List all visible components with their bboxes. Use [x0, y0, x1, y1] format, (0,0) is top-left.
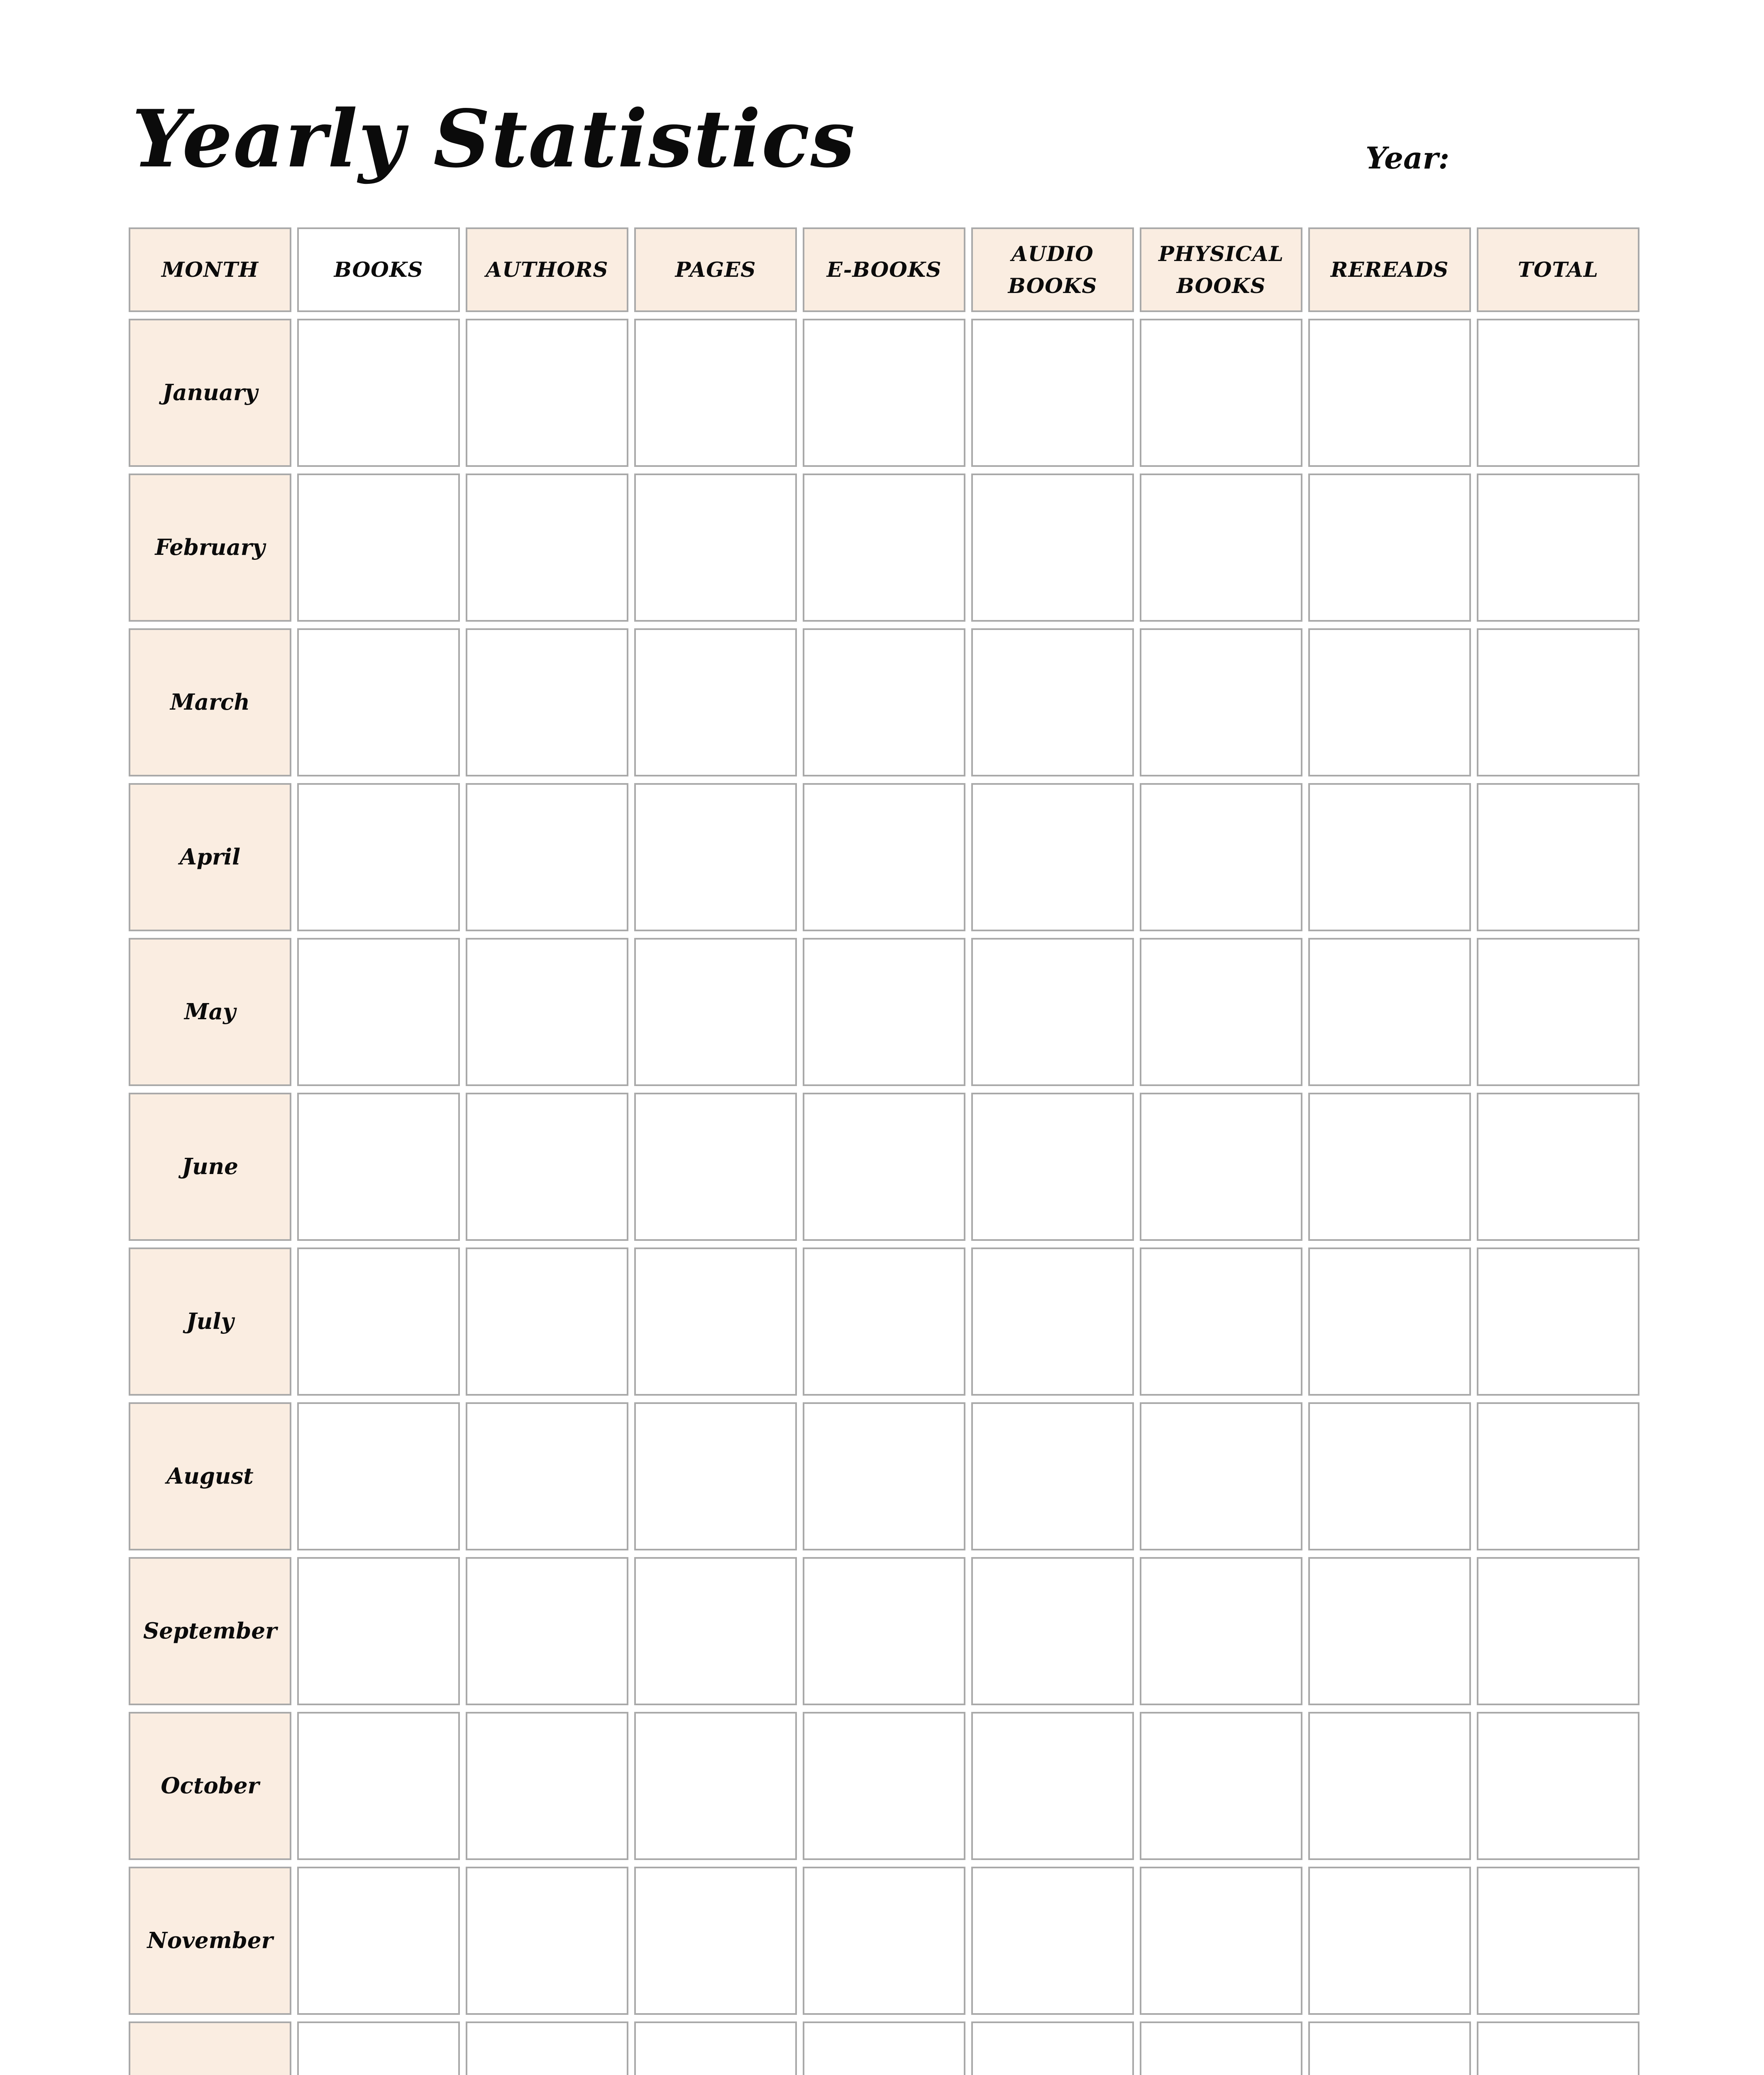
entry-cell[interactable] — [971, 1557, 1134, 1705]
column-header-label: AUDIO BOOKS — [1008, 241, 1097, 298]
month-label: April — [179, 844, 241, 870]
entry-cell[interactable] — [803, 1247, 965, 1396]
entry-cell[interactable] — [297, 2021, 460, 2075]
column-header — [1477, 227, 1639, 312]
entry-cell[interactable] — [803, 1093, 965, 1241]
entry-cell[interactable] — [1477, 628, 1639, 776]
entry-cell[interactable] — [1140, 2021, 1302, 2075]
entry-cell[interactable] — [634, 628, 797, 776]
entry-cell[interactable] — [297, 1093, 460, 1241]
column-header — [129, 227, 291, 312]
column-header-label: PHYSICAL BOOKS — [1158, 241, 1284, 298]
entry-cell[interactable] — [803, 1402, 965, 1550]
month-cell — [129, 783, 291, 931]
entry-cell[interactable] — [1308, 938, 1471, 1086]
entry-cell[interactable] — [803, 474, 965, 622]
month-cell — [129, 1712, 291, 1860]
month-cell — [129, 1247, 291, 1396]
entry-cell[interactable] — [1477, 1093, 1639, 1241]
entry-cell[interactable] — [971, 1093, 1134, 1241]
entry-cell[interactable] — [1477, 1557, 1639, 1705]
entry-cell[interactable] — [466, 628, 628, 776]
month-label: March — [170, 689, 250, 715]
entry-cell[interactable] — [466, 783, 628, 931]
entry-cell[interactable] — [1477, 474, 1639, 622]
entry-cell[interactable] — [1140, 1093, 1302, 1241]
entry-cell[interactable] — [634, 1402, 797, 1550]
entry-cell[interactable] — [297, 783, 460, 931]
column-header — [803, 227, 965, 312]
entry-cell[interactable] — [297, 1712, 460, 1860]
month-label: September — [143, 1618, 277, 1644]
entry-cell[interactable] — [297, 319, 460, 467]
entry-cell[interactable] — [971, 783, 1134, 931]
entry-cell[interactable] — [1140, 474, 1302, 622]
entry-cell[interactable] — [803, 1712, 965, 1860]
column-header-label: E-BOOKS — [826, 257, 942, 282]
column-header — [1308, 227, 1471, 312]
entry-cell[interactable] — [971, 474, 1134, 622]
entry-cell[interactable] — [634, 1247, 797, 1396]
entry-cell[interactable] — [634, 1557, 797, 1705]
entry-cell[interactable] — [803, 319, 965, 467]
month-cell — [129, 628, 291, 776]
month-cell — [129, 1402, 291, 1550]
entry-cell[interactable] — [466, 2021, 628, 2075]
yearly-statistics-table — [129, 227, 1639, 2075]
month-cell — [129, 1093, 291, 1241]
column-header-label: AUTHORS — [486, 257, 608, 282]
entry-cell[interactable] — [634, 2021, 797, 2075]
entry-cell[interactable] — [634, 1867, 797, 2015]
entry-cell[interactable] — [971, 319, 1134, 467]
entry-cell[interactable] — [297, 938, 460, 1086]
month-label: August — [166, 1463, 254, 1489]
entry-cell[interactable] — [1477, 1247, 1639, 1396]
entry-cell[interactable] — [1308, 1867, 1471, 2015]
entry-cell[interactable] — [466, 1557, 628, 1705]
entry-cell[interactable] — [1308, 783, 1471, 931]
entry-cell[interactable] — [1140, 783, 1302, 931]
page-title: Yearly Statistics — [132, 93, 856, 185]
entry-cell[interactable] — [1308, 1093, 1471, 1241]
month-label: January — [162, 380, 258, 406]
column-header — [297, 227, 460, 312]
column-header — [1140, 227, 1302, 312]
entry-cell[interactable] — [466, 1093, 628, 1241]
entry-cell[interactable] — [1140, 319, 1302, 467]
entry-cell[interactable] — [971, 1247, 1134, 1396]
entry-cell[interactable] — [1308, 1402, 1471, 1550]
month-label: November — [147, 1928, 273, 1954]
entry-cell[interactable] — [971, 2021, 1134, 2075]
entry-cell[interactable] — [1477, 319, 1639, 467]
entry-cell[interactable] — [1308, 628, 1471, 776]
month-cell — [129, 938, 291, 1086]
entry-cell[interactable] — [1140, 1867, 1302, 2015]
entry-cell[interactable] — [297, 1557, 460, 1705]
entry-cell[interactable] — [634, 783, 797, 931]
entry-cell[interactable] — [466, 1712, 628, 1860]
entry-cell[interactable] — [1140, 1247, 1302, 1396]
column-header — [971, 227, 1134, 312]
entry-cell[interactable] — [634, 1093, 797, 1241]
entry-cell[interactable] — [1477, 1712, 1639, 1860]
entry-cell[interactable] — [297, 628, 460, 776]
entry-cell[interactable] — [803, 628, 965, 776]
entry-cell[interactable] — [634, 319, 797, 467]
entry-cell[interactable] — [1477, 783, 1639, 931]
month-cell — [129, 319, 291, 467]
entry-cell[interactable] — [803, 783, 965, 931]
entry-cell[interactable] — [971, 1402, 1134, 1550]
entry-cell[interactable] — [1140, 628, 1302, 776]
entry-cell[interactable] — [1477, 2021, 1639, 2075]
entry-cell[interactable] — [971, 1712, 1134, 1860]
entry-cell[interactable] — [297, 1402, 460, 1550]
entry-cell[interactable] — [1140, 1557, 1302, 1705]
entry-cell[interactable] — [1308, 319, 1471, 467]
entry-cell[interactable] — [634, 1712, 797, 1860]
entry-cell[interactable] — [1308, 1247, 1471, 1396]
column-header-label: PAGES — [675, 257, 756, 282]
entry-cell[interactable] — [1477, 938, 1639, 1086]
entry-cell[interactable] — [466, 1402, 628, 1550]
entry-cell[interactable] — [971, 1867, 1134, 2015]
entry-cell[interactable] — [1140, 1712, 1302, 1860]
entry-cell[interactable] — [634, 474, 797, 622]
entry-cell[interactable] — [297, 1867, 460, 2015]
entry-cell[interactable] — [1308, 1557, 1471, 1705]
entry-cell[interactable] — [1308, 2021, 1471, 2075]
entry-cell[interactable] — [1140, 1402, 1302, 1550]
entry-cell[interactable] — [297, 474, 460, 622]
entry-cell[interactable] — [803, 938, 965, 1086]
month-label: October — [161, 1773, 259, 1799]
entry-cell[interactable] — [971, 938, 1134, 1086]
month-label: July — [186, 1308, 234, 1335]
column-header-label: TOTAL — [1517, 257, 1599, 282]
year-label: Year: — [1366, 140, 1450, 176]
entry-cell[interactable] — [466, 1867, 628, 2015]
entry-cell[interactable] — [466, 938, 628, 1086]
column-header — [466, 227, 628, 312]
entry-cell[interactable] — [803, 1557, 965, 1705]
entry-cell[interactable] — [971, 628, 1134, 776]
entry-cell[interactable] — [466, 1247, 628, 1396]
month-label: May — [184, 999, 236, 1025]
month-label: February — [155, 535, 265, 561]
month-cell — [129, 474, 291, 622]
entry-cell[interactable] — [1308, 1712, 1471, 1860]
column-header — [634, 227, 797, 312]
column-header-label: REREADS — [1330, 257, 1449, 282]
column-header-label: MONTH — [161, 257, 259, 282]
month-cell — [129, 1867, 291, 2015]
entry-cell[interactable] — [803, 1867, 965, 2015]
entry-cell[interactable] — [803, 2021, 965, 2075]
month-cell — [129, 2021, 291, 2075]
entry-cell[interactable] — [466, 474, 628, 622]
entry-cell[interactable] — [634, 938, 797, 1086]
entry-cell[interactable] — [1308, 474, 1471, 622]
month-cell — [129, 1557, 291, 1705]
entry-cell[interactable] — [466, 319, 628, 467]
entry-cell[interactable] — [1477, 1402, 1639, 1550]
entry-cell[interactable] — [297, 1247, 460, 1396]
column-header-label: BOOKS — [334, 257, 423, 282]
month-label: June — [182, 1154, 238, 1180]
entry-cell[interactable] — [1477, 1867, 1639, 2015]
entry-cell[interactable] — [1140, 938, 1302, 1086]
